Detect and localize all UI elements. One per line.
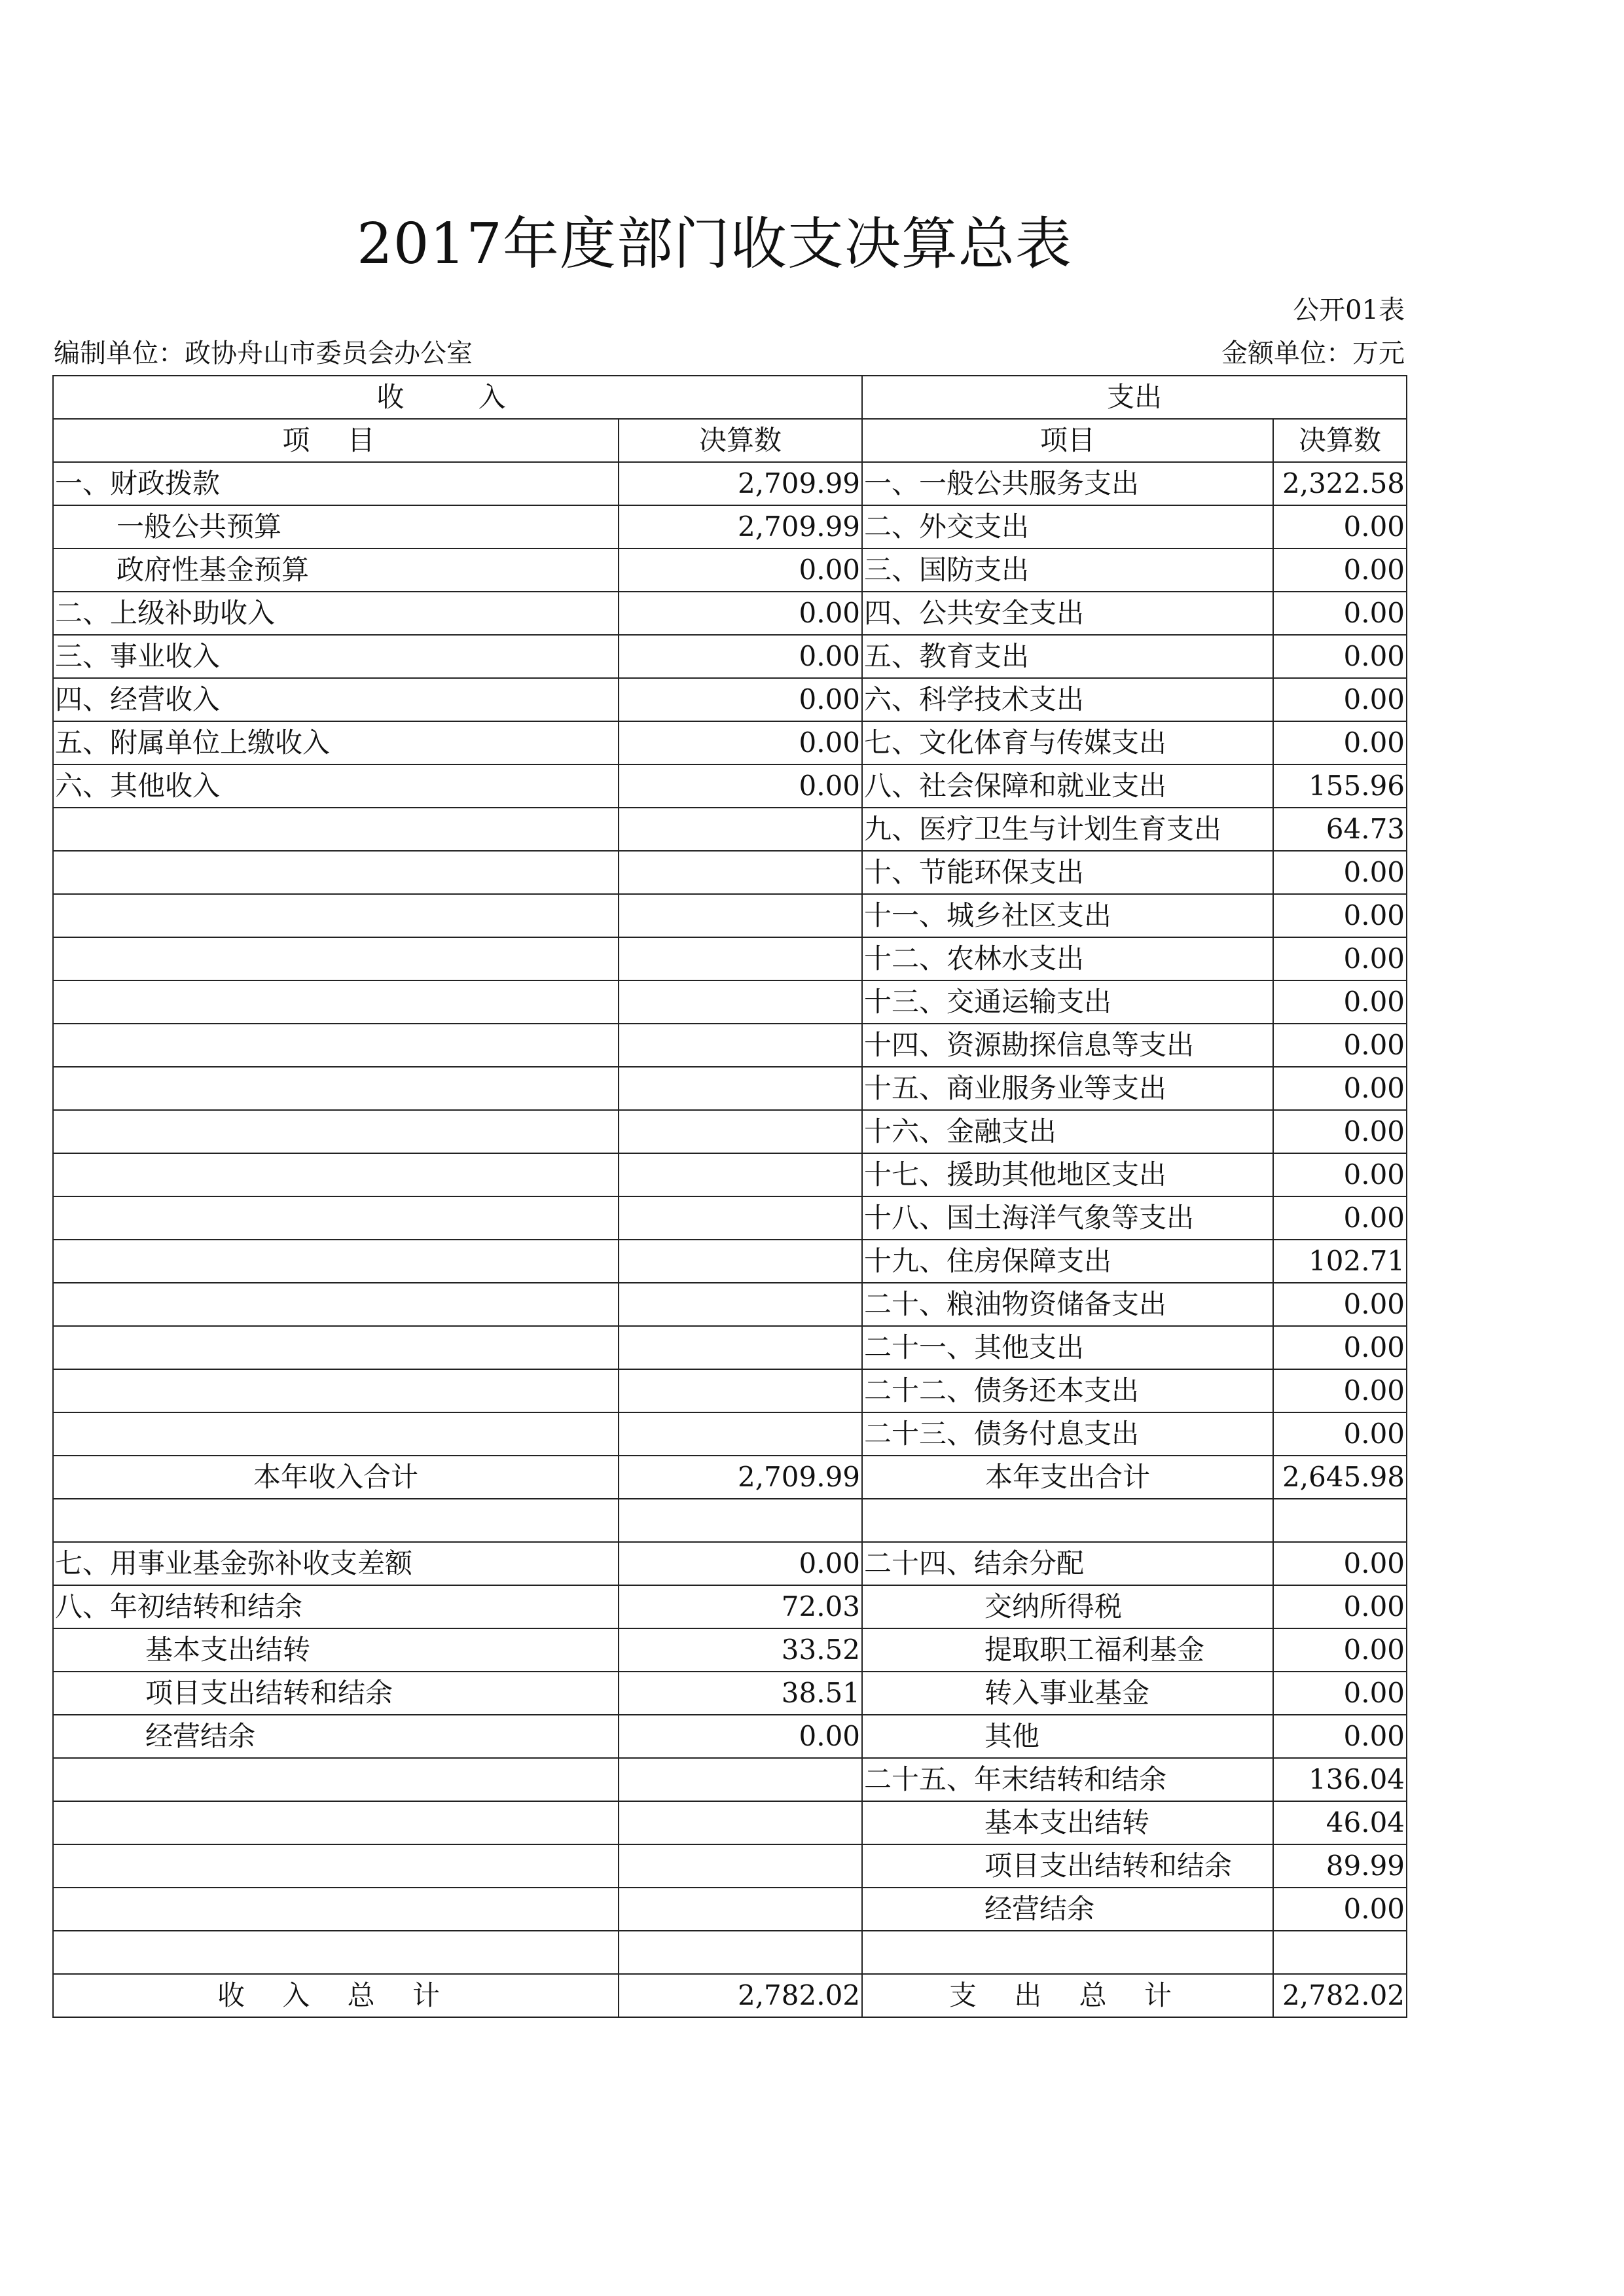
- income-amount-cell: [619, 1024, 862, 1067]
- income-item-cell: [53, 980, 619, 1024]
- expense-item-cell: 四、公共安全支出: [862, 592, 1273, 635]
- expense-amount-cell: 0.00: [1273, 635, 1407, 678]
- expense-item-cell: 三、国防支出: [862, 548, 1273, 592]
- income-amount-cell: 0.00: [619, 721, 862, 764]
- income-item-cell: [53, 1801, 619, 1844]
- income-item-cell: [53, 1369, 619, 1412]
- expense-item-cell: 十七、援助其他地区支出: [862, 1153, 1273, 1196]
- amount-unit: 金额单位：万元: [1221, 338, 1405, 368]
- income-amount-cell: [619, 1067, 862, 1110]
- expense-item-cell: 其他: [862, 1715, 1273, 1758]
- expense-amount-cell: 0.00: [1273, 505, 1407, 548]
- expense-amount-cell: [1273, 1931, 1407, 1974]
- expense-item-cell: 十三、交通运输支出: [862, 980, 1273, 1024]
- income-amount-header: 决算数: [619, 419, 862, 462]
- income-item-cell: 三、事业收入: [53, 635, 619, 678]
- income-amount-cell: [619, 1196, 862, 1240]
- expense-item-cell: 二十、粮油物资储备支出: [862, 1283, 1273, 1326]
- income-amount-cell: [619, 851, 862, 894]
- expense-amount-cell: 0.00: [1273, 1369, 1407, 1412]
- income-amount-cell: 0.00: [619, 635, 862, 678]
- expense-item-cell: 八、社会保障和就业支出: [862, 764, 1273, 808]
- income-item-cell: [53, 808, 619, 851]
- table-row: [53, 505, 1407, 548]
- expense-amount-cell: 155.96: [1273, 764, 1407, 808]
- income-item-cell: [53, 1110, 619, 1153]
- expense-item-cell: 十九、住房保障支出: [862, 1240, 1273, 1283]
- expense-item-cell: [862, 1499, 1273, 1542]
- income-item-cell: 基本支出结转: [53, 1628, 619, 1672]
- income-amount-cell: [619, 1844, 862, 1888]
- table-row: [53, 1801, 1407, 1844]
- table-row: [53, 1196, 1407, 1240]
- income-amount-cell: 33.52: [619, 1628, 862, 1672]
- expense-amount-cell: 64.73: [1273, 808, 1407, 851]
- expense-amount-cell: 0.00: [1273, 980, 1407, 1024]
- table-row: [53, 808, 1407, 851]
- expense-amount-cell: 0.00: [1273, 592, 1407, 635]
- table-row: [53, 1240, 1407, 1283]
- expense-amount-cell: 46.04: [1273, 1801, 1407, 1844]
- table-header-row: [53, 376, 1407, 419]
- income-amount-cell: 0.00: [619, 592, 862, 635]
- expense-amount-cell: [1273, 1499, 1407, 1542]
- income-item-cell: 经营结余: [53, 1715, 619, 1758]
- table-row: [53, 1888, 1407, 1931]
- income-item-cell: 二、上级补助收入: [53, 592, 619, 635]
- expense-amount-cell: 0.00: [1273, 1888, 1407, 1931]
- income-item-cell: 五、附属单位上缴收入: [53, 721, 619, 764]
- table-row: [53, 1369, 1407, 1412]
- expense-amount-cell: 0.00: [1273, 548, 1407, 592]
- income-item-cell: [53, 1153, 619, 1196]
- table-subheader-row: [53, 419, 1407, 462]
- table-row: [53, 1024, 1407, 1067]
- income-item-cell: 项目支出结转和结余: [53, 1672, 619, 1715]
- expense-amount-cell: 0.00: [1273, 894, 1407, 937]
- income-item-cell: [53, 1283, 619, 1326]
- expense-amount-cell: 0.00: [1273, 1326, 1407, 1369]
- income-item-cell: 七、用事业基金弥补收支差额: [53, 1542, 619, 1585]
- income-amount-cell: [619, 1369, 862, 1412]
- expense-item-cell: 交纳所得税: [862, 1585, 1273, 1628]
- table-row: [53, 1758, 1407, 1801]
- table-row: [53, 1412, 1407, 1456]
- table-row: [53, 1067, 1407, 1110]
- expense-item-cell: [862, 1931, 1273, 1974]
- expense-item-header: 项目: [862, 419, 1273, 462]
- expense-amount-cell: 0.00: [1273, 1283, 1407, 1326]
- expense-amount-cell: 0.00: [1273, 1715, 1407, 1758]
- income-amount-cell: [619, 1758, 862, 1801]
- table-row: [53, 1974, 1407, 2017]
- expense-item-cell: 二十二、债务还本支出: [862, 1369, 1273, 1412]
- expense-amount-cell: 0.00: [1273, 1024, 1407, 1067]
- expense-item-cell: 支 出 总 计: [862, 1974, 1273, 2017]
- income-amount-cell: [619, 894, 862, 937]
- income-item-cell: [53, 1499, 619, 1542]
- table-row: [53, 1715, 1407, 1758]
- expense-amount-cell: 0.00: [1273, 1542, 1407, 1585]
- budget-table: [52, 375, 1407, 2018]
- expense-item-cell: 六、科学技术支出: [862, 678, 1273, 721]
- expense-amount-cell: 0.00: [1273, 1153, 1407, 1196]
- income-item-cell: 八、年初结转和结余: [53, 1585, 619, 1628]
- expense-amount-header: 决算数: [1273, 419, 1407, 462]
- income-amount-cell: 0.00: [619, 764, 862, 808]
- form-code: 公开01表: [1293, 295, 1405, 325]
- expense-item-cell: 十、节能环保支出: [862, 851, 1273, 894]
- expense-item-cell: 经营结余: [862, 1888, 1273, 1931]
- income-amount-cell: [619, 1326, 862, 1369]
- table-row: [53, 1499, 1407, 1542]
- expense-item-cell: 五、教育支出: [862, 635, 1273, 678]
- expense-amount-cell: 0.00: [1273, 1628, 1407, 1672]
- income-amount-cell: 2,709.99: [619, 1456, 862, 1499]
- table-row: [53, 1628, 1407, 1672]
- income-amount-cell: 0.00: [619, 678, 862, 721]
- income-item-cell: 一、财政拨款: [53, 462, 619, 505]
- expense-item-cell: 二十五、年末结转和结余: [862, 1758, 1273, 1801]
- table-row: [53, 937, 1407, 980]
- expense-item-cell: 项目支出结转和结余: [862, 1844, 1273, 1888]
- expense-item-cell: 十二、农林水支出: [862, 937, 1273, 980]
- expense-amount-cell: 0.00: [1273, 851, 1407, 894]
- table-row: [53, 678, 1407, 721]
- income-item-cell: [53, 1240, 619, 1283]
- expense-item-cell: 二十四、结余分配: [862, 1542, 1273, 1585]
- income-amount-cell: 2,782.02: [619, 1974, 862, 2017]
- income-item-cell: [53, 894, 619, 937]
- income-item-cell: 政府性基金预算: [53, 548, 619, 592]
- table-row: [53, 721, 1407, 764]
- table-row: [53, 894, 1407, 937]
- income-item-cell: [53, 1931, 619, 1974]
- income-amount-cell: 2,709.99: [619, 505, 862, 548]
- expense-item-cell: 提取职工福利基金: [862, 1628, 1273, 1672]
- table-row: [53, 462, 1407, 505]
- income-item-cell: [53, 1412, 619, 1456]
- expense-item-cell: 十五、商业服务业等支出: [862, 1067, 1273, 1110]
- table-row: [53, 592, 1407, 635]
- income-item-cell: [53, 851, 619, 894]
- income-header: 收 入: [53, 376, 862, 419]
- expense-item-cell: 本年支出合计: [862, 1456, 1273, 1499]
- income-amount-cell: [619, 1499, 862, 1542]
- table-row: [53, 1153, 1407, 1196]
- table-row: [53, 635, 1407, 678]
- expense-item-cell: 九、医疗卫生与计划生育支出: [862, 808, 1273, 851]
- expense-amount-cell: 2,645.98: [1273, 1456, 1407, 1499]
- income-item-cell: [53, 1758, 619, 1801]
- table-row: [53, 851, 1407, 894]
- income-item-cell: [53, 1067, 619, 1110]
- table-row: [53, 1585, 1407, 1628]
- table-row: [53, 1283, 1407, 1326]
- expense-item-cell: 转入事业基金: [862, 1672, 1273, 1715]
- income-amount-cell: 0.00: [619, 1542, 862, 1585]
- income-item-cell: 收 入 总 计: [53, 1974, 619, 2017]
- expense-amount-cell: 2,782.02: [1273, 1974, 1407, 2017]
- income-item-header: 项 目: [53, 419, 619, 462]
- income-amount-cell: [619, 1931, 862, 1974]
- income-amount-cell: 2,709.99: [619, 462, 862, 505]
- income-item-cell: 六、其他收入: [53, 764, 619, 808]
- income-amount-cell: [619, 980, 862, 1024]
- table-row: [53, 1844, 1407, 1888]
- expense-item-cell: 十六、金融支出: [862, 1110, 1273, 1153]
- table-row: [53, 1931, 1407, 1974]
- expense-item-cell: 二、外交支出: [862, 505, 1273, 548]
- income-item-cell: [53, 1844, 619, 1888]
- expense-item-cell: 一、一般公共服务支出: [862, 462, 1273, 505]
- expense-item-cell: 十四、资源勘探信息等支出: [862, 1024, 1273, 1067]
- income-item-cell: 本年收入合计: [53, 1456, 619, 1499]
- income-amount-cell: [619, 1412, 862, 1456]
- expense-item-cell: 十八、国土海洋气象等支出: [862, 1196, 1273, 1240]
- expense-amount-cell: 0.00: [1273, 1067, 1407, 1110]
- expense-amount-cell: 0.00: [1273, 678, 1407, 721]
- expense-item-cell: 十一、城乡社区支出: [862, 894, 1273, 937]
- expense-amount-cell: 2,322.58: [1273, 462, 1407, 505]
- expense-amount-cell: 0.00: [1273, 1196, 1407, 1240]
- income-amount-cell: [619, 1153, 862, 1196]
- income-amount-cell: [619, 1283, 862, 1326]
- table-row: [53, 1456, 1407, 1499]
- income-amount-cell: [619, 1240, 862, 1283]
- expense-amount-cell: 0.00: [1273, 937, 1407, 980]
- table-row: [53, 548, 1407, 592]
- income-amount-cell: [619, 1801, 862, 1844]
- income-amount-cell: [619, 1888, 862, 1931]
- table-row: [53, 1542, 1407, 1585]
- income-amount-cell: 72.03: [619, 1585, 862, 1628]
- income-item-cell: [53, 1326, 619, 1369]
- table-row: [53, 1326, 1407, 1369]
- expense-amount-cell: 136.04: [1273, 1758, 1407, 1801]
- income-amount-cell: [619, 937, 862, 980]
- expense-amount-cell: 0.00: [1273, 1672, 1407, 1715]
- income-item-cell: [53, 1888, 619, 1931]
- income-amount-cell: 38.51: [619, 1672, 862, 1715]
- income-item-cell: [53, 937, 619, 980]
- page-title: 2017年度部门收支决算总表: [357, 211, 1072, 277]
- expense-item-cell: 基本支出结转: [862, 1801, 1273, 1844]
- expense-amount-cell: 89.99: [1273, 1844, 1407, 1888]
- table-row: [53, 1672, 1407, 1715]
- expense-amount-cell: 0.00: [1273, 1412, 1407, 1456]
- income-amount-cell: [619, 808, 862, 851]
- compiling-unit: 编制单位：政协舟山市委员会办公室: [54, 338, 473, 368]
- income-amount-cell: 0.00: [619, 548, 862, 592]
- income-item-cell: 一般公共预算: [53, 505, 619, 548]
- expense-amount-cell: 0.00: [1273, 1110, 1407, 1153]
- expense-item-cell: 二十三、债务付息支出: [862, 1412, 1273, 1456]
- expense-item-cell: 七、文化体育与传媒支出: [862, 721, 1273, 764]
- expense-item-cell: 二十一、其他支出: [862, 1326, 1273, 1369]
- income-item-cell: 四、经营收入: [53, 678, 619, 721]
- income-item-cell: [53, 1196, 619, 1240]
- expense-amount-cell: 0.00: [1273, 721, 1407, 764]
- expense-amount-cell: 102.71: [1273, 1240, 1407, 1283]
- expense-amount-cell: 0.00: [1273, 1585, 1407, 1628]
- table-row: [53, 1110, 1407, 1153]
- expense-header: 支出: [862, 376, 1407, 419]
- income-item-cell: [53, 1024, 619, 1067]
- income-amount-cell: [619, 1110, 862, 1153]
- income-amount-cell: 0.00: [619, 1715, 862, 1758]
- table-row: [53, 980, 1407, 1024]
- table-row: [53, 764, 1407, 808]
